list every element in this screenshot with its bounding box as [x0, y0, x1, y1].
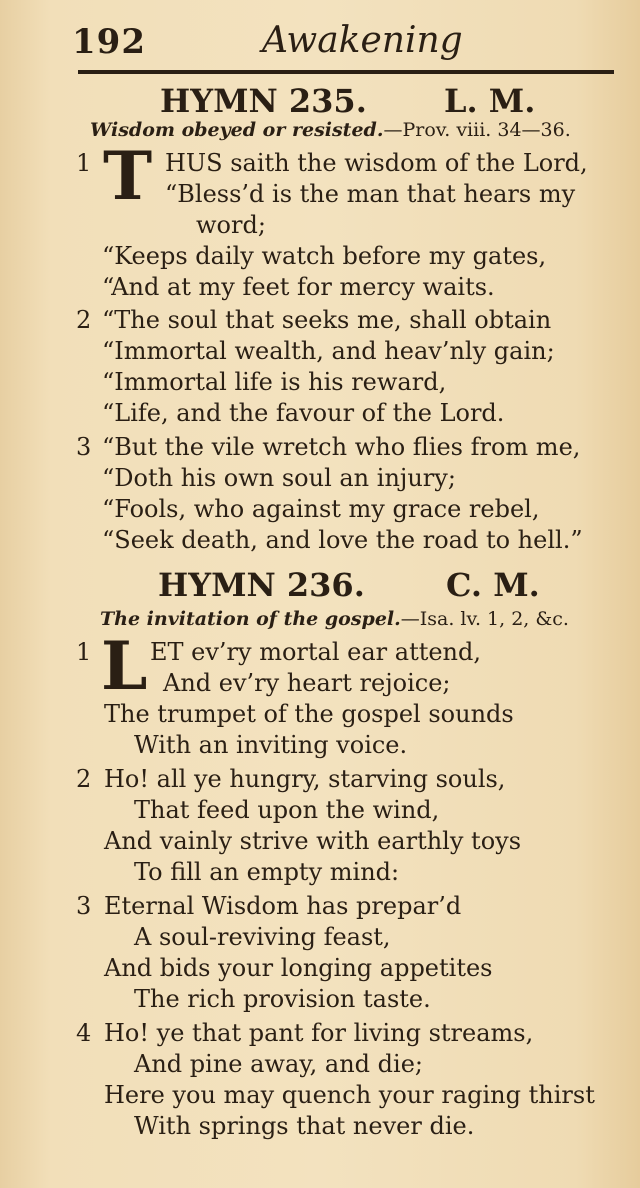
verse-number: 2 — [76, 765, 92, 793]
verse-line: “Fools, who against my grace rebel, — [102, 495, 540, 523]
verse-line: “Bless’d is the man that hears my — [165, 180, 576, 208]
verse-line: “Keeps daily watch before my gates, — [102, 242, 547, 270]
hymn-236-reference: —Isa. lv. 1, 2, &c. — [400, 608, 569, 630]
verse-line: The rich provision taste. — [134, 985, 431, 1013]
verse-line: “Doth his own soul an injury; — [102, 464, 456, 492]
verse-line: Eternal Wisdom has prepar’d — [104, 892, 462, 920]
page-number: 192 — [72, 22, 146, 62]
verse-line: And pine away, and die; — [134, 1050, 423, 1078]
verse-line: Here you may quench your raging thirst — [104, 1081, 595, 1109]
verse-number: 3 — [76, 892, 92, 920]
hymn-235-subtitle — [90, 119, 571, 141]
verse-line: To fill an empty mind: — [134, 858, 400, 886]
hymn-236-subtitle — [100, 608, 569, 630]
verse-line: word; — [196, 211, 266, 239]
verse-line: “Immortal life is his reward, — [102, 368, 447, 396]
verse-line: The trumpet of the gospel sounds — [104, 700, 514, 728]
verse-line: That feed upon the wind, — [134, 796, 440, 824]
verse-number: 3 — [76, 433, 92, 461]
verse-number: 1 — [76, 149, 92, 177]
verse-line: ET ev’ry mortal ear attend, — [150, 638, 482, 666]
page-header — [72, 22, 620, 66]
drop-cap: T — [103, 137, 153, 215]
hymn-236-theme: The invitation of the gospel. — [100, 608, 401, 630]
verse-line: “But the vile wretch who flies from me, — [102, 433, 581, 461]
verse-line: And ev’ry heart rejoice; — [163, 669, 451, 697]
verse-line: “The soul that seeks me, shall obtain — [102, 306, 552, 334]
hymn-236-title: HYMN 236. — [158, 566, 365, 604]
hymn-236-meter: C. M. — [446, 566, 540, 604]
verse-number: 2 — [76, 306, 92, 334]
verse-number: 1 — [76, 638, 92, 666]
verse-line: Ho! all ye hungry, starving souls, — [104, 765, 506, 793]
verse-line: “Life, and the favour of the Lord. — [102, 399, 505, 427]
verse-line: And vainly strive with earthly toys — [104, 827, 522, 855]
header-rule — [78, 70, 614, 74]
drop-cap: L — [101, 627, 148, 705]
verse-line: With an inviting voice. — [134, 731, 408, 759]
verse-line: And bids your longing appetites — [104, 954, 493, 982]
verse-line: With springs that never die. — [134, 1112, 475, 1140]
running-title: Awakening — [262, 20, 463, 61]
hymn-235-title: HYMN 235. — [160, 82, 367, 120]
verse-line: “Immortal wealth, and heav’nly gain; — [102, 337, 555, 365]
verse-number: 4 — [76, 1019, 92, 1047]
hymn-235-meter: L. M. — [444, 82, 536, 120]
verse-line: Ho! ye that pant for living streams, — [104, 1019, 534, 1047]
verse-line: A soul-reviving feast, — [134, 923, 391, 951]
verse-line: “And at my feet for mercy waits. — [102, 273, 495, 301]
verse-line: HUS saith the wisdom of the Lord, — [165, 149, 588, 177]
hymn-235-reference: —Prov. viii. 34—36. — [383, 119, 571, 141]
hymn-235-theme: Wisdom obeyed or resisted. — [90, 119, 384, 141]
verse-line: “Seek death, and love the road to hell.” — [102, 526, 583, 554]
